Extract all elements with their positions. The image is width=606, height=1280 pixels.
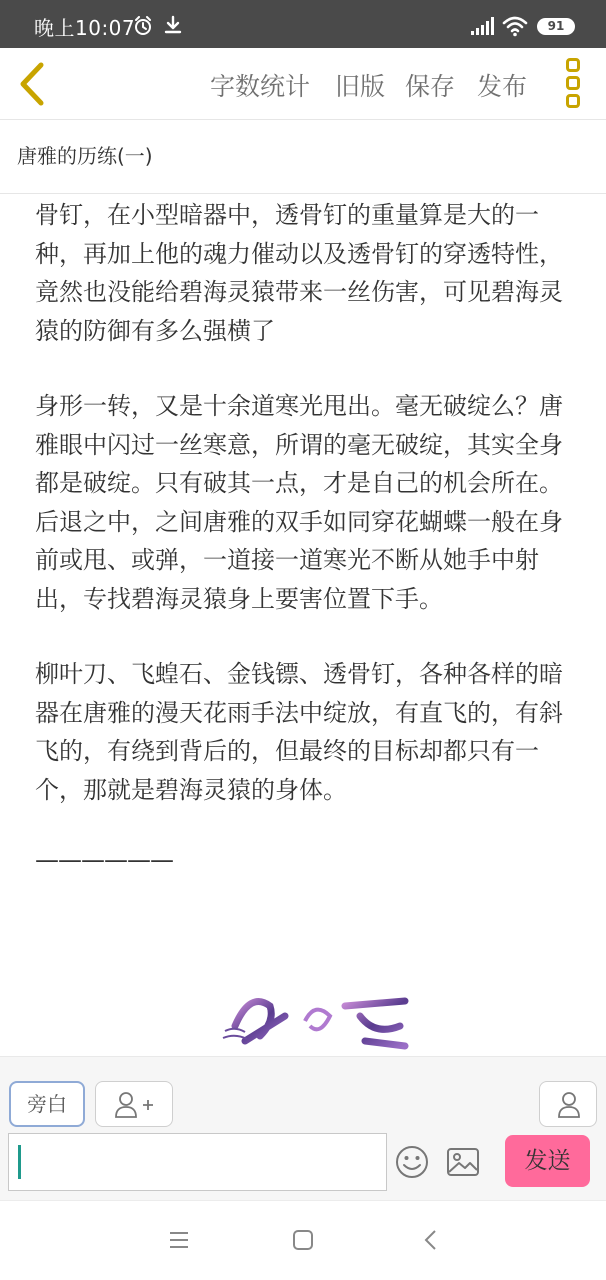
user-icon (557, 1091, 581, 1119)
message-input-overlay (8, 1133, 387, 1191)
more-dot (566, 76, 580, 90)
decorative-calligraphy-image (215, 986, 415, 1056)
send-button[interactable]: 发送 (505, 1135, 590, 1187)
publish-button[interactable]: 发布 (477, 72, 528, 101)
character-select-button[interactable] (539, 1081, 597, 1127)
save-button[interactable]: 保存 (405, 72, 456, 101)
more-dot (566, 94, 580, 108)
content-paragraph: 身形一转，又是十余道寒光甩出。毫无破绽么？唐雅眼中闪过一丝寒意，所谓的毫无破绽，其实全身都是破绽。只有破其一点，才是自己的机会所在。后退之中，之间唐雅的双手如同穿花蝴蝶一般在身前或甩、或弹，一道接一道寒光不断从她手中射出，专找碧海灵猿身上要害位置下手。 (35, 392, 563, 613)
status-bar (0, 0, 606, 48)
alarm-icon (133, 16, 153, 36)
back-icon[interactable] (420, 1229, 442, 1251)
add-user-icon (114, 1091, 156, 1119)
more-menu-icon[interactable] (563, 58, 583, 110)
status-time: 晚上10:07 (34, 16, 136, 40)
wifi-icon (502, 15, 528, 37)
image-icon[interactable] (446, 1147, 480, 1177)
menu-icon[interactable] (168, 1229, 190, 1251)
section-separator: —————— (35, 846, 173, 874)
more-dot (566, 58, 580, 72)
battery-indicator: 91 (537, 18, 575, 35)
content-paragraph: 柳叶刀、飞蝗石、金钱镖、透骨钉，各种各样的暗器在唐雅的漫天花雨手法中绽放，有直飞的，有斜飞的，有绕到背后的，但最终的目标却都只有一个，那就是碧海灵猿的身体。 (35, 660, 563, 804)
home-icon[interactable] (292, 1229, 314, 1251)
add-character-button[interactable] (95, 1081, 173, 1127)
narration-button[interactable]: 旁白 (9, 1081, 85, 1127)
title-divider (0, 193, 606, 194)
emoji-icon[interactable] (395, 1145, 429, 1179)
download-icon (163, 15, 183, 35)
composer-panel (0, 1056, 606, 1200)
word-count-button[interactable]: 字数统计 (210, 72, 311, 101)
editor-toolbar (0, 48, 606, 120)
text-caret (18, 1145, 21, 1179)
chapter-content[interactable] (35, 196, 580, 1056)
old-version-button[interactable]: 旧版 (335, 72, 386, 101)
chapter-title[interactable]: 唐雅的历练(一) (17, 144, 153, 168)
back-arrow-icon[interactable] (14, 60, 50, 108)
content-paragraph: 骨钉，在小型暗器中，透骨钉的重量算是大的一种，再加上他的魂力催动以及透骨钉的穿透特性，竟然也没能给碧海灵猿带来一丝伤害，可见碧海灵猿的防御有多么强横了 (35, 201, 563, 345)
system-navigation-bar (0, 1200, 606, 1280)
signal-icon (470, 16, 494, 36)
